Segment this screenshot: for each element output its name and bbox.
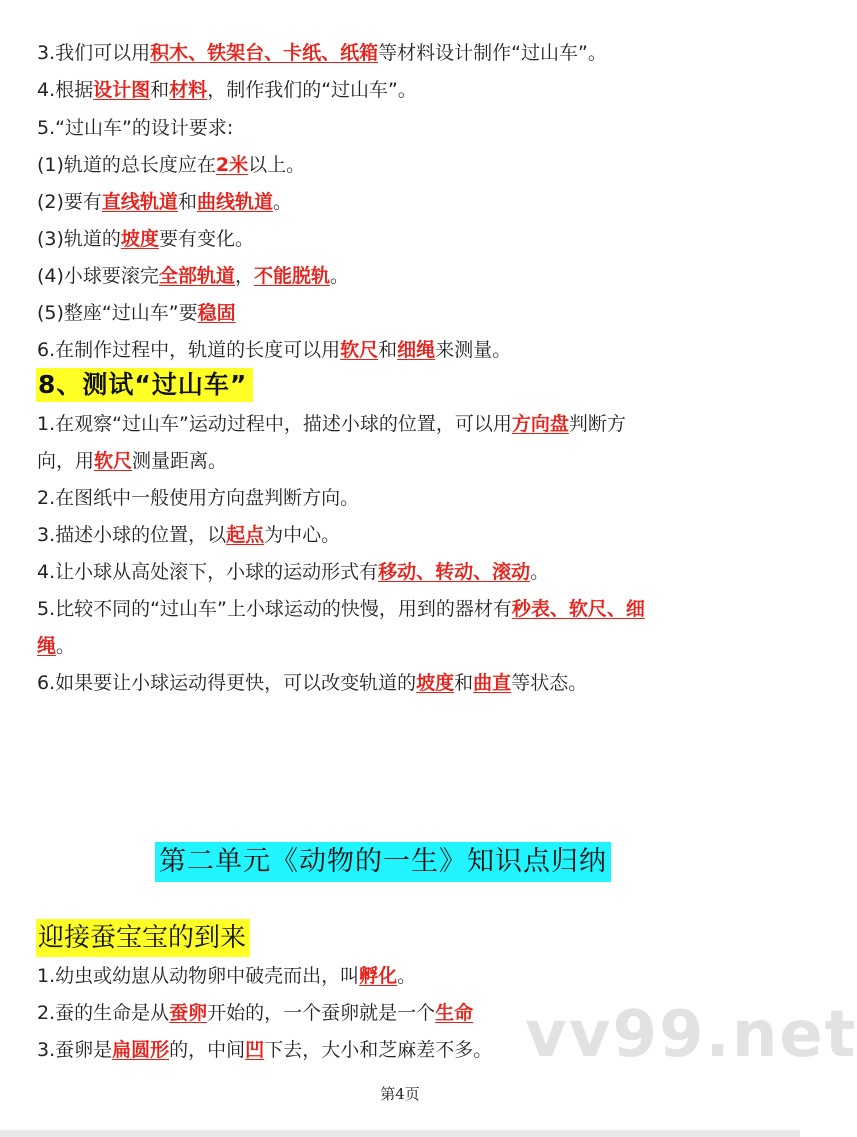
- text-line: 4.根据设计图和材料，制作我们的“过山车”。: [37, 79, 417, 101]
- text-line: 5.比较不同的“过山车”上小球运动的快慢，用到的器材有秒表、软尺、细: [37, 598, 645, 620]
- text-line: 3.我们可以用积木、铁架台、卡纸、纸箱等材料设计制作“过山车”。: [37, 42, 607, 64]
- watermark: vv99.net: [525, 998, 857, 1072]
- text-line: 绳。: [37, 635, 76, 657]
- text-line: (4)小球要滚完全部轨道，不能脱轨。: [37, 265, 349, 287]
- text-line: 2.蚕的生命是从蚕卵开始的，一个蚕卵就是一个生命: [37, 1002, 474, 1024]
- text-line: 1.在观察“过山车”运动过程中，描述小球的位置，可以用方向盘判断方: [37, 413, 626, 435]
- text-line: 向，用软尺测量距离。: [37, 450, 228, 472]
- text-line: 5.“过山车”的设计要求:: [37, 117, 234, 139]
- text-line: 4.让小球从高处滚下，小球的运动形式有移动、转动、滚动。: [37, 561, 550, 583]
- text-line: 2.在图纸中一般使用方向盘判断方向。: [37, 487, 360, 509]
- section-heading: 8、测试“过山车”: [36, 368, 253, 402]
- page-bottom-edge: [0, 1130, 800, 1137]
- text-line: 3.描述小球的位置，以起点为中心。: [37, 524, 341, 546]
- unit-title: 第二单元《动物的一生》知识点归纳: [155, 842, 611, 882]
- text-line: 1.幼虫或幼崽从动物卵中破壳而出，叫孵化。: [37, 965, 417, 987]
- text-line: (5)整座“过山车”要稳固: [37, 302, 236, 324]
- text-line: 6.在制作过程中，轨道的长度可以用软尺和细绳来测量。: [37, 339, 512, 361]
- text-line: 3.蚕卵是扁圆形的，中间凹下去，大小和芝麻差不多。: [37, 1039, 493, 1061]
- text-line: (3)轨道的坡度要有变化。: [37, 228, 254, 250]
- subsection-heading: 迎接蚕宝宝的到来: [36, 919, 250, 957]
- text-line: 6.如果要让小球运动得更快，可以改变轨道的坡度和曲直等状态。: [37, 672, 588, 694]
- text-line: (2)要有直线轨道和曲线轨道。: [37, 191, 292, 213]
- page-number: 第4页: [380, 1085, 420, 1103]
- text-line: (1)轨道的总长度应在2米以上。: [37, 154, 306, 176]
